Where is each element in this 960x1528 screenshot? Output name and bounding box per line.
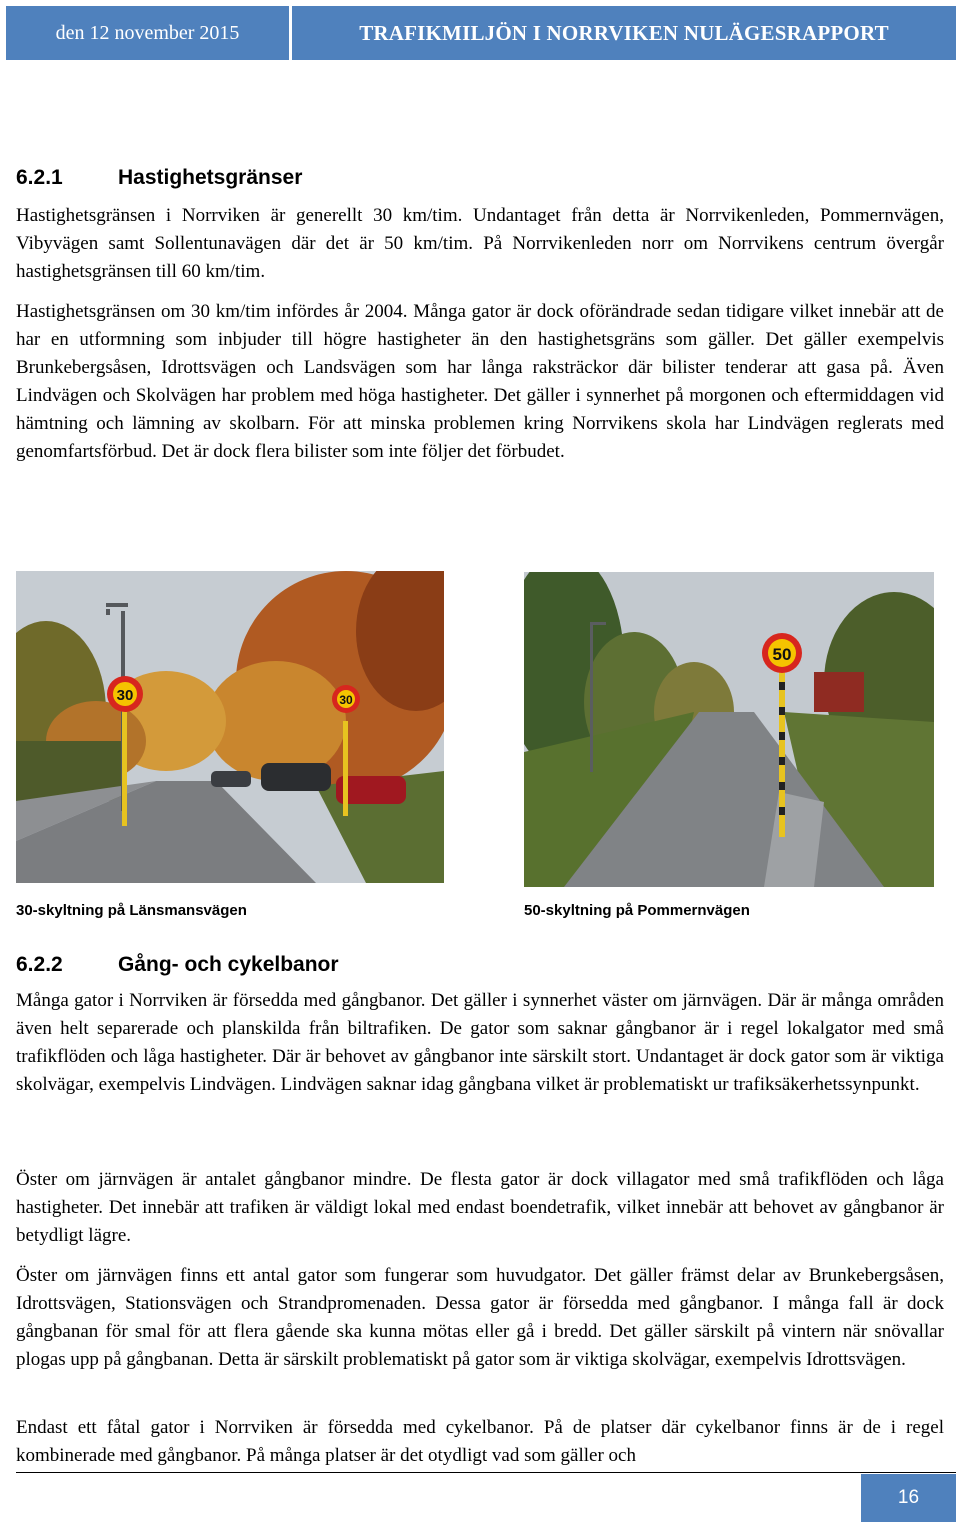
section-heading-walking-cycling [16, 953, 339, 977]
sign-label: 30 [339, 693, 353, 707]
sign-label: 50 [772, 645, 792, 664]
page-number: 16 [861, 1474, 956, 1522]
section-number: 6.2.2 [16, 953, 63, 976]
section-heading-speed-limits [16, 166, 302, 190]
paragraph: Endast ett fåtal gator i Norrviken är försedda med cykelbanor. På de platser där cykelbanor finns är de i regel kombinerade med gångbanor. På många platser är det otydligt vad som gäller och [16, 1417, 944, 1466]
photo-30-illustration [16, 571, 444, 883]
paragraph: Öster om järnvägen finns ett antal gator som fungerar som huvudgator. Det gäller främst delar av Brunkebergsåsen, Idrottsvägen, Stationsvägen och Strandpromenaden. Dessa gator är försedda med gångbanor. I många fall är dock gångbanan för smal för att flera gående ska kunna mötas eller gå i bredd. Det gäller särskilt på vintern när snövallar plogas upp på gångbanan. Detta är särskilt problematiskt på gator som är viktiga skolvägar, exempelvis Idrottsvägen. [16, 1265, 944, 1370]
photo-50-illustration [524, 572, 934, 887]
section-title: Hastighetsgränser [118, 166, 303, 189]
section-number: 6.2.1 [16, 166, 63, 189]
section-title: Gång- och cykelbanor [118, 953, 339, 976]
photo-caption: 30-skyltning på Länsmansvägen [16, 902, 247, 919]
footer-divider [16, 1472, 956, 1473]
paragraph: Hastighetsgränsen om 30 km/tim infördes år 2004. Många gator är dock oförändrade sedan tidigare vilket innebär att de har en utformning som inbjuder till högre hastigheter än den hastighetsgräns som gäller. Det gäller exempelvis Brunkebergsåsen, Idrottsvägen och Landsvägen som har långa raksträckor där bilister tenderar att gasa på. Även Lindvägen och Skolvägen har problem med höga hastigheter. Det gäller i synnerhet på morgonen och eftermiddagen vid hämtning och lämning av skolbarn. För att minska problemen kring Norrvikens skola har Lindvägen reglerats med genomfartsförbud. Det är dock flera bilister som inte följer det förbudet. [16, 301, 944, 462]
paragraph: Öster om järnvägen är antalet gångbanor mindre. De flesta gator är dock villagator med små trafikflöden och låga hastigheter. Det innebär att trafiken är väldigt lokal med endast boendetrafik, vilket innebär att behovet av gångbanor är betydligt lägre. [16, 1169, 944, 1246]
photo-50-sign-pommernvagen [524, 572, 934, 887]
sign-label: 30 [116, 687, 134, 704]
paragraph: Många gator i Norrviken är försedda med gångbanor. Det gäller i synnerhet väster om järnvägen. Där är många områden även helt separerade och planskilda från biltrafiken. De gator som saknar gångbanor är i regel lokalgator med små trafikflöden och låga hastigheter. Där är behovet av gångbanor inte särskilt stort. Undantaget är dock gator som är viktiga skolvägar, exempelvis Lindvägen. Lindvägen saknar idag gångbana vilket är problematiskt ur trafiksäkerhetssynpunkt. [16, 990, 944, 1095]
document-title: TRAFIKMILJÖN I NORRVIKEN NULÄGESRAPPORT [292, 6, 956, 60]
photo-30-sign-lansmansvagen [16, 571, 444, 883]
paragraph: Hastighetsgränsen i Norrviken är generellt 30 km/tim. Undantaget från detta är Norrvikenleden, Pommernvägen, Vibyvägen samt Sollentunavägen där det är 50 km/tim. På Norrvikenleden norr om Norrvikens centrum övergår hastighetsgränsen till 60 km/tim. [16, 205, 944, 282]
header-date: den 12 november 2015 [6, 6, 289, 60]
photo-caption: 50-skyltning på Pommernvägen [524, 902, 750, 919]
